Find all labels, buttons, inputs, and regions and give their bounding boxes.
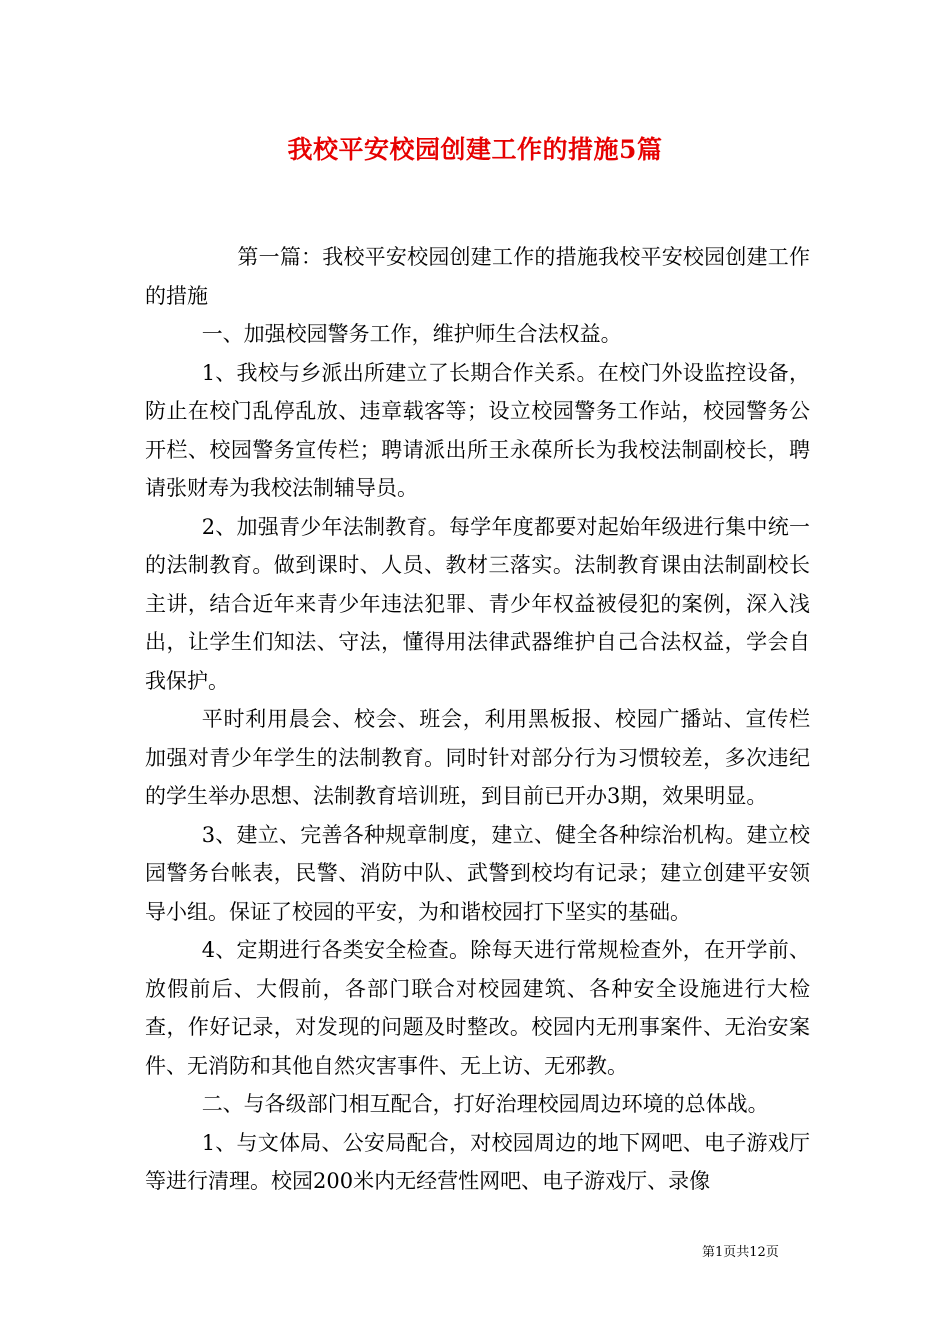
paragraph-section-one-heading: 一、加强校园警务工作，维护师生合法权益。 <box>201 322 622 346</box>
document-body <box>145 238 810 1201</box>
paragraph-chapter-heading: 第一篇：我校平安校园创建工作的措施我校平安校园创建工作的措施 <box>145 245 810 308</box>
document-title: 我校平安校园创建工作的措施5篇 <box>287 135 663 164</box>
paragraph-item-4: 4、定期进行各类安全检查。除每天进行常规检查外，在开学前、放假前后、大假前，各部门联合对校园建筑、各种安全设施进行大检查，作好记录，对发现的问题及时整改。校园内无刑事案件、无治安案件、无消防和其他自然灾害事件、无上访、无邪教。 <box>145 938 810 1078</box>
paragraph-section-two-heading: 二、与各级部门相互配合，打好治理校园周边环境的总体战。 <box>201 1092 769 1116</box>
page-number: 第1页共12页 <box>702 1245 779 1260</box>
paragraph-daily-education: 平时利用晨会、校会、班会，利用黑板报、校园广播站、宣传栏加强对青少年学生的法制教育。同时针对部分行为习惯较差，多次违纪的学生举办思想、法制教育培训班，到目前已开办3期，效果明显。 <box>145 707 810 808</box>
paragraph-item-3: 3、建立、完善各种规章制度，建立、健全各种综治机构。建立校园警务台帐表，民警、消防中队、武警到校均有记录；建立创建平安领导小组。保证了校园的平安，为和谐校园打下坚实的基础。 <box>145 822 810 924</box>
paragraph-item-2: 2、加强青少年法制教育。每学年度都要对起始年级进行集中统一的法制教育。做到课时、人员、教材三落实。法制教育课由法制副校长主讲，结合近年来青少年违法犯罪、青少年权益被侵犯的案例，深入浅出，让学生们知法、守法，懂得用法律武器维护自己合法权益，学会自我保护。 <box>145 514 810 693</box>
paragraph-section-two-item-1: 1、与文体局、公安局配合，对校园周边的地下网吧、电子游戏厅等进行清理。校园200米内无经营性网吧、电子游戏厅、录像 <box>145 1130 810 1193</box>
paragraph-item-1: 1、我校与乡派出所建立了长期合作关系。在校门外设监控设备，防止在校门乱停乱放、违章载客等；设立校园警务工作站，校园警务公开栏、校园警务宣传栏；聘请派出所王永葆所长为我校法制副校长，聘请张财寿为我校法制辅导员。 <box>145 360 810 500</box>
